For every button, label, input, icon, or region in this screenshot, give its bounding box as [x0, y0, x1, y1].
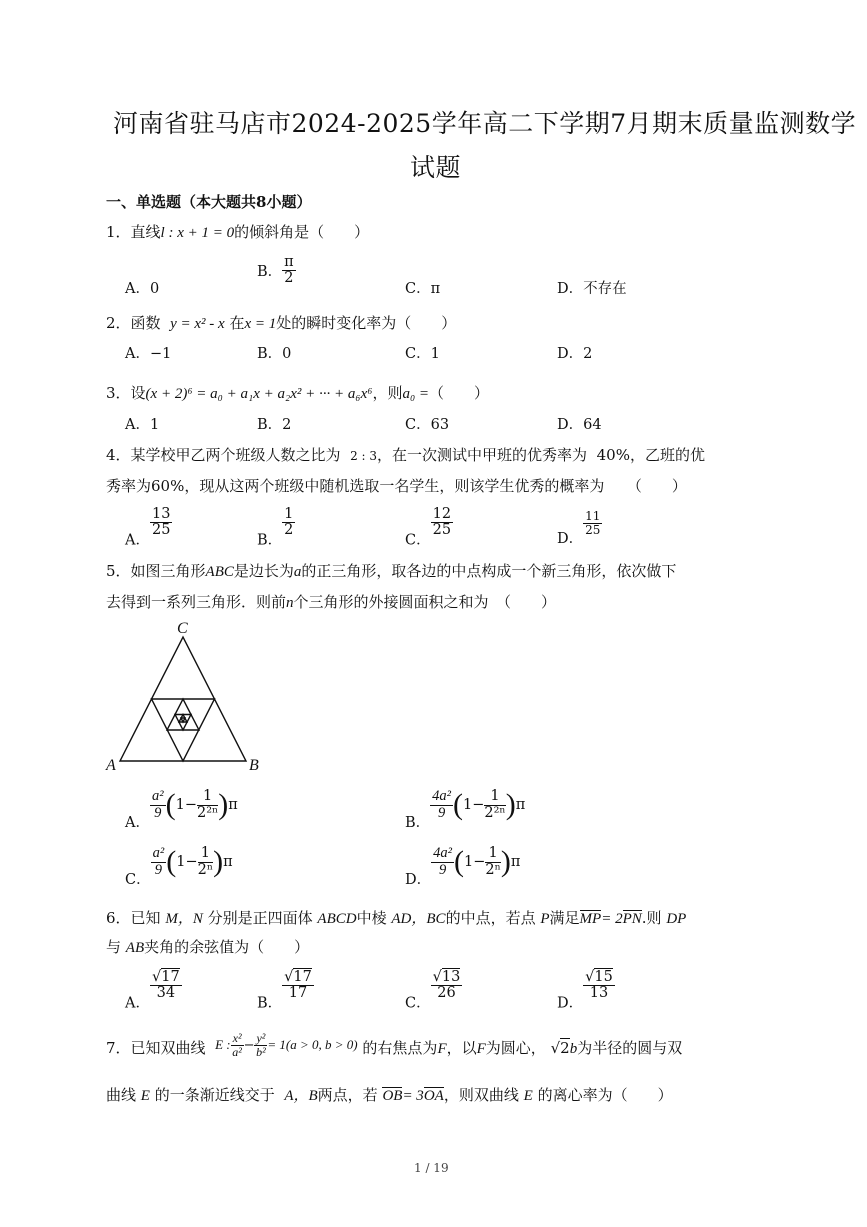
q5-d-pi: π — [510, 854, 521, 870]
q5-a-frac2 — [197, 789, 218, 820]
q5-b-num: 4a² — [432, 788, 452, 805]
q4-d-label: D． — [557, 531, 584, 548]
q6-c-fraction — [431, 970, 463, 1001]
fig-label-a: A — [106, 757, 116, 774]
q5-a-frac1 — [150, 789, 166, 820]
q4-a-label: A． — [125, 532, 150, 549]
q7-vec-ob: OB — [382, 1088, 403, 1104]
q5-b-frac2 — [484, 789, 505, 820]
q4-a-num: 13 — [151, 506, 171, 522]
question-6-line1 — [106, 907, 686, 928]
q3-option-d: D．64 — [557, 417, 602, 433]
q4-b-label: B． — [257, 532, 283, 549]
q4-c-den: 25 — [432, 522, 452, 539]
q7-text-a: 7．已知双曲线 — [106, 1039, 206, 1058]
q6-text-a: 6．已知 — [106, 909, 161, 927]
q1-text-b: 的倾斜角是（ ） — [234, 223, 370, 241]
q5-d-den: 9 — [438, 861, 447, 878]
q7-b: b — [569, 1041, 578, 1058]
q4-p1: 40% — [596, 446, 630, 464]
question-4-line2 — [106, 475, 687, 496]
q6-d-rad: 15 — [594, 969, 613, 985]
q4-c-label: C． — [405, 532, 431, 549]
q7-text-j: 的离心率为（ ） — [537, 1086, 673, 1104]
q5-option-d: D． $\frac{\text{4a²}}{9}$ (1− $\frac{1}{\text{2ⁿ}}$ )π — [405, 845, 521, 888]
q4-d-num: 11 — [585, 509, 601, 523]
q7-f: F — [437, 1041, 447, 1058]
q6-b-den: 17 — [288, 985, 308, 1002]
q3-math2: a₀ = — [402, 386, 430, 402]
q7-rad: 2 — [560, 1039, 570, 1058]
q4-a-den: 25 — [151, 522, 171, 539]
q5-d-frac2 — [485, 846, 501, 877]
q2-text-c: 处的瞬时变化率为（ ） — [276, 314, 457, 332]
q6-eq: = 2 — [601, 911, 623, 927]
question-5-line1 — [106, 560, 676, 581]
q5-c-fnum: 1 — [198, 846, 214, 862]
q4-option-d — [557, 510, 602, 548]
q5-d-inner: 1− — [464, 854, 486, 870]
q3-text: 3．设 — [106, 384, 146, 402]
q5-c-den: 9 — [154, 861, 163, 878]
q4-option-a — [125, 507, 172, 550]
q1-math: l : x + 1 = 0 — [160, 225, 235, 241]
q7-text-i: ，则双曲线 — [443, 1086, 519, 1104]
q5-b-pi: π — [515, 797, 526, 813]
q1-b-label: B． — [257, 264, 283, 281]
q6-text-h: 夹角的余弦值为（ ） — [144, 938, 310, 956]
q7-a2: a² — [232, 1044, 242, 1059]
q6-a-num: √17 — [151, 969, 180, 985]
q5-text-b: 是边长为 — [233, 562, 294, 580]
q5-text-d: 去得到一系列三角形．则前 — [106, 593, 287, 611]
q7-sqrt: √2 — [550, 1039, 570, 1058]
question-2 — [106, 312, 456, 333]
page-number: 1 / 19 — [414, 1161, 449, 1175]
q5-c-inner: 1− — [176, 854, 198, 870]
q6-d-fraction — [583, 970, 615, 1001]
q6-c-rad: 13 — [441, 969, 461, 985]
q6-a-fraction — [150, 970, 182, 1001]
q5-b-den: 9 — [437, 804, 446, 821]
q6-b-label: B． — [257, 995, 283, 1012]
question-5-line2 — [106, 591, 556, 612]
q6-d-label: D． — [557, 995, 584, 1012]
q6-mn: M，N — [165, 911, 203, 927]
q5-c-fden: 2ⁿ — [197, 861, 214, 878]
q4-d-fraction — [583, 510, 602, 536]
q5-text-e: 个三角形的外接圆面积之和为 （ ） — [293, 593, 557, 611]
q5-d-fden: 2ⁿ — [485, 861, 501, 878]
q7-e2: E — [140, 1088, 150, 1104]
q4-option-c — [405, 507, 453, 550]
q1-b-num: π — [284, 254, 294, 270]
q4-ratio: 2 : 3 — [350, 449, 378, 463]
q7-vec-oa: OA — [423, 1088, 444, 1104]
question-6-line2 — [106, 936, 309, 957]
question-7-line2 — [106, 1084, 673, 1105]
q5-d-num: 4a² — [433, 845, 452, 862]
q7-ab: A，B — [284, 1088, 318, 1104]
q1-option-b — [257, 255, 296, 286]
q7-frac-y — [254, 1032, 267, 1058]
q7-text-b: 的右焦点为 — [362, 1039, 438, 1058]
q1-option-d: D．不存在 — [557, 281, 627, 297]
q5-abc: ABC — [205, 564, 234, 580]
q5-c-label: C． — [125, 872, 151, 888]
q4-text-b: ，在一次测试中甲班的优秀率为 — [377, 446, 588, 464]
q5-d-frac1 — [431, 846, 454, 877]
q2-option-d: D．2 — [557, 346, 593, 362]
q3-math: (x + 2)⁶ = a₀ + a₁x + a₂x² + ··· + a₆x⁶ — [145, 386, 373, 402]
q6-p: P — [540, 911, 550, 927]
q6-option-b — [257, 970, 314, 1013]
q5-b-frac1 — [430, 789, 453, 820]
q4-text-d: 秀率为 — [106, 477, 152, 495]
q6-option-d — [557, 970, 615, 1013]
q5-a-label: A． — [125, 815, 150, 831]
q4-b-den: 2 — [284, 522, 294, 539]
q6-abcd: ABCD — [317, 911, 357, 927]
q4-text-c: ，乙班的优 — [629, 446, 705, 464]
q7-b2: b² — [256, 1044, 266, 1059]
q6-b-fraction — [282, 970, 314, 1001]
q7-text-c: ，以 — [446, 1039, 477, 1058]
q6-c-num: √13 — [432, 969, 461, 985]
q2-math2: x = 1 — [244, 316, 277, 332]
question-7-line1 — [106, 1032, 682, 1058]
q5-c-num: a² — [152, 845, 165, 862]
q6-vec-pn: PN — [622, 911, 642, 927]
q7-e3: E — [523, 1088, 533, 1104]
fig-label-c: C — [177, 620, 188, 637]
q4-option-b — [257, 507, 295, 550]
question-4-line1 — [106, 444, 705, 465]
q6-option-c — [405, 970, 462, 1013]
question-1 — [106, 221, 369, 242]
q6-text-e: 满足 — [549, 909, 580, 927]
q4-a-fraction — [150, 507, 172, 538]
q1-text: 1．直线 — [106, 223, 161, 241]
section-heading: 一、单选题（本大题共8小题） — [106, 193, 312, 211]
q6-a-rad: 17 — [161, 969, 180, 985]
q6-c-label: C． — [405, 995, 431, 1012]
q6-a-label: A． — [125, 995, 150, 1012]
q2-option-a: A．−1 — [125, 346, 172, 362]
q7-text-e: 为半径的圆与双 — [577, 1039, 683, 1058]
q5-b-label: B． — [405, 815, 431, 831]
q7-cond: = 1(a > 0, b > 0) — [267, 1037, 358, 1053]
q7-f2: F — [476, 1041, 486, 1058]
q6-text-f: .则 — [641, 909, 662, 927]
q5-d-fnum: 1 — [485, 846, 501, 862]
q4-text-e: ，现从这两个班级中随机选取一名学生，则该学生优秀的概率为 （ ） — [184, 477, 687, 495]
q2-text-b: 在 — [229, 314, 245, 332]
q7-frac-x — [231, 1032, 244, 1058]
q2-option-b: B．0 — [257, 346, 292, 362]
fig-label-b: B — [249, 757, 259, 774]
q5-a-inner: 1− — [175, 797, 197, 813]
q5-b-fden: 2²ⁿ — [484, 804, 506, 821]
q6-c-den: 26 — [437, 985, 456, 1002]
q6-vec-mp: MP — [579, 911, 602, 927]
q5-b-fnum: 1 — [484, 789, 505, 805]
q6-d-den: 13 — [589, 985, 609, 1002]
q1-b-fraction — [282, 255, 296, 286]
q5-option-a: A． $\frac{\text{a²}}{9}$ (1− $\frac{1}{\text{2²ⁿ}}$ )π — [125, 788, 238, 831]
q2-math1: y = x² - x — [170, 316, 225, 332]
q5-a-num: a² — [151, 788, 164, 805]
q3-text-b: ，则 — [372, 384, 403, 402]
q6-text-b: 分别是正四面体 — [207, 909, 313, 927]
doc-title-line2: 试题 — [410, 153, 462, 182]
q5-c-frac1 — [151, 846, 167, 877]
q7-eq: = 3 — [402, 1088, 424, 1104]
q7-text-f: 曲线 — [106, 1086, 137, 1104]
q5-n: n — [286, 595, 294, 611]
q7-e: E : — [215, 1037, 231, 1053]
q6-dp: DP — [666, 911, 687, 927]
q4-d-den: 25 — [585, 522, 601, 537]
q4-c-fraction — [431, 507, 453, 538]
q3-option-c: C．63 — [405, 417, 450, 433]
q6-text-c: 中棱 — [356, 909, 387, 927]
q2-option-c: C．1 — [405, 346, 440, 362]
q4-text-a: 4．某学校甲乙两个班级人数之比为 — [106, 446, 341, 464]
question-3 — [106, 382, 489, 403]
q5-option-b: B． $\frac{\text{4a²}}{9}$ (1− $\frac{1}{\text{2²ⁿ}}$ )π — [405, 788, 526, 831]
q3-option-a: A．1 — [125, 417, 160, 433]
q3-option-b: B．2 — [257, 417, 292, 433]
q4-b-fraction — [282, 507, 295, 538]
q6-text-g: 与 — [106, 938, 122, 956]
q5-text-a: 5．如图三角形 — [106, 562, 206, 580]
q5-c-frac2 — [198, 846, 214, 877]
q4-p2: 60% — [151, 477, 185, 495]
q5-text-c: 的正三角形，取各边的中点构成一个新三角形，依次做下 — [301, 562, 677, 580]
q2-text: 2．函数 — [106, 314, 161, 332]
nested-triangles-figure — [100, 615, 270, 775]
q4-b-num: 1 — [284, 506, 294, 522]
q7-x2: x² — [232, 1031, 242, 1045]
q6-a-den: 34 — [156, 985, 176, 1002]
q1-option-c: C．π — [405, 281, 441, 297]
q6-d-num: √15 — [585, 969, 613, 985]
q7-text-h: 两点，若 — [317, 1086, 378, 1104]
q5-b-inner: 1− — [463, 797, 485, 813]
q5-a-den: 9 — [154, 804, 162, 821]
q1-option-a: A．0 — [125, 281, 160, 297]
q7-y2: y² — [256, 1031, 266, 1045]
q5-a-fden: 2²ⁿ — [196, 804, 219, 821]
q5-a: a — [293, 564, 302, 580]
q7-minus: − — [243, 1038, 255, 1054]
q3-text-c: （ ） — [429, 384, 490, 402]
q6-text-d: 的中点，若点 — [445, 909, 536, 927]
q1-b-den: 2 — [284, 270, 294, 287]
q6-option-a — [125, 970, 182, 1013]
q5-a-pi: π — [228, 797, 238, 813]
q7-text-g: 的一条渐近线交于 — [154, 1086, 275, 1104]
q6-b-num: √17 — [284, 969, 312, 985]
q7-text-d: 为圆心， — [485, 1039, 546, 1058]
q5-a-fnum: 1 — [197, 789, 218, 805]
q4-c-num: 12 — [432, 506, 452, 522]
q5-option-c: C． $\frac{\text{a²}}{9}$ (1− $\frac{1}{\text{2ⁿ}}$ )π — [125, 845, 233, 888]
q6-edges: AD，BC — [391, 911, 446, 927]
q5-d-label: D． — [405, 872, 432, 888]
q5-c-pi: π — [223, 854, 233, 870]
q6-ab: AB — [125, 940, 145, 956]
q6-b-rad: 17 — [293, 969, 312, 985]
doc-title-line1: 河南省驻马店市2024-2025学年高二下学期7月期末质量监测数学 — [113, 109, 857, 138]
